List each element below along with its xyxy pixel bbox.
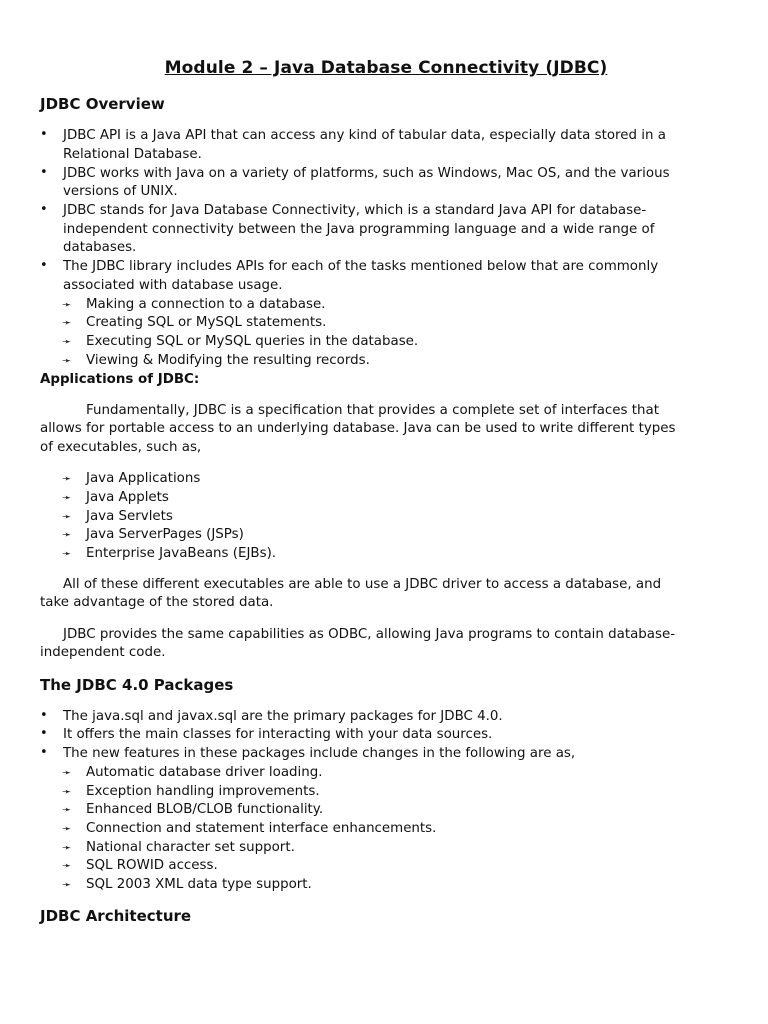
heading-jdbc-overview: JDBC Overview bbox=[40, 95, 165, 113]
applications-item-1: Java Applications bbox=[86, 471, 201, 486]
overview-bullet-4-line-1: The JDBC library includes APIs for each of the tasks mentioned below that are commonly bbox=[63, 259, 659, 274]
applications-item-5: Enterprise JavaBeans (EJBs). bbox=[86, 546, 277, 561]
arrow-bullet-icon: ➛ bbox=[62, 528, 72, 541]
applications-item-3: Java Servlets bbox=[86, 509, 173, 524]
bullet-dot: • bbox=[40, 708, 48, 723]
overview-bullet-1-line-1: JDBC API is a Java API that can access any kind of tabular data, especially data stored in a bbox=[63, 128, 666, 143]
applications-para2-line-2: take advantage of the stored data. bbox=[40, 595, 274, 610]
arrow-bullet-icon: ➛ bbox=[62, 547, 72, 560]
overview-sub-bullet-2: Creating SQL or MySQL statements. bbox=[86, 315, 327, 330]
applications-para3-line-1: JDBC provides the same capabilities as ODBC, allowing Java programs to contain database- bbox=[63, 627, 676, 642]
overview-bullet-3-line-3: databases. bbox=[63, 240, 137, 255]
overview-sub-bullet-1: Making a connection to a database. bbox=[86, 297, 326, 312]
arrow-bullet-icon: ➛ bbox=[62, 491, 72, 504]
bullet-dot: • bbox=[40, 165, 48, 180]
packages-sub-bullet-4: Connection and statement interface enhancements. bbox=[86, 821, 437, 836]
overview-bullet-3-line-1: JDBC stands for Java Database Connectivity, which is a standard Java API for database- bbox=[63, 203, 647, 218]
arrow-bullet-icon: ➛ bbox=[62, 841, 72, 854]
applications-para3-line-2: independent code. bbox=[40, 645, 166, 660]
arrow-bullet-icon: ➛ bbox=[62, 766, 72, 779]
overview-sub-bullet-4: Viewing & Modifying the resulting records. bbox=[86, 353, 370, 368]
arrow-bullet-icon: ➛ bbox=[62, 822, 72, 835]
heading-jdbc-architecture: JDBC Architecture bbox=[40, 907, 192, 925]
overview-sub-bullet-3: Executing SQL or MySQL queries in the database. bbox=[86, 334, 419, 349]
overview-bullet-2-line-1: JDBC works with Java on a variety of platforms, such as Windows, Mac OS, and the various bbox=[63, 166, 670, 181]
bullet-dot: • bbox=[40, 726, 48, 741]
arrow-bullet-icon: ➛ bbox=[62, 316, 72, 329]
overview-bullet-1-line-2: Relational Database. bbox=[63, 147, 202, 162]
document-title: Module 2 – Java Database Connectivity (JDBC) bbox=[164, 58, 608, 78]
applications-item-4: Java ServerPages (JSPs) bbox=[86, 527, 244, 542]
arrow-bullet-icon: ➛ bbox=[62, 298, 72, 311]
applications-item-2: Java Applets bbox=[86, 490, 169, 505]
packages-bullet-1: The java.sql and javax.sql are the primary packages for JDBC 4.0. bbox=[63, 709, 503, 724]
bullet-dot: • bbox=[40, 202, 48, 217]
bullet-dot: • bbox=[40, 258, 48, 273]
applications-para2-line-1: All of these different executables are able to use a JDBC driver to access a database, and bbox=[63, 577, 662, 592]
packages-sub-bullet-5: National character set support. bbox=[86, 840, 295, 855]
packages-sub-bullet-3: Enhanced BLOB/CLOB functionality. bbox=[86, 802, 324, 817]
packages-sub-bullet-1: Automatic database driver loading. bbox=[86, 765, 323, 780]
applications-para-line-3: of executables, such as, bbox=[40, 440, 202, 455]
bullet-dot: • bbox=[40, 127, 48, 142]
arrow-bullet-icon: ➛ bbox=[62, 510, 72, 523]
applications-para-line-2: allows for portable access to an underlying database. Java can be used to write different types bbox=[40, 421, 676, 436]
applications-para-line-1: Fundamentally, JDBC is a specification that provides a complete set of interfaces that bbox=[86, 403, 659, 418]
overview-bullet-2-line-2: versions of UNIX. bbox=[63, 184, 178, 199]
packages-bullet-3: The new features in these packages include changes in the following are as, bbox=[63, 746, 576, 761]
packages-sub-bullet-6: SQL ROWID access. bbox=[86, 858, 218, 873]
bullet-dot: • bbox=[40, 745, 48, 760]
arrow-bullet-icon: ➛ bbox=[62, 354, 72, 367]
arrow-bullet-icon: ➛ bbox=[62, 335, 72, 348]
arrow-bullet-icon: ➛ bbox=[62, 472, 72, 485]
heading-applications-of-jdbc: Applications of JDBC: bbox=[40, 372, 200, 387]
heading-jdbc-4-packages: The JDBC 4.0 Packages bbox=[40, 676, 234, 694]
arrow-bullet-icon: ➛ bbox=[62, 859, 72, 872]
overview-bullet-4-line-2: associated with database usage. bbox=[63, 278, 283, 293]
overview-bullet-3-line-2: independent connectivity between the Java programming language and a wide range of bbox=[63, 222, 655, 237]
packages-sub-bullet-7: SQL 2003 XML data type support. bbox=[86, 877, 312, 892]
packages-bullet-2: It offers the main classes for interacting with your data sources. bbox=[63, 727, 493, 742]
arrow-bullet-icon: ➛ bbox=[62, 878, 72, 891]
packages-sub-bullet-2: Exception handling improvements. bbox=[86, 784, 320, 799]
arrow-bullet-icon: ➛ bbox=[62, 785, 72, 798]
arrow-bullet-icon: ➛ bbox=[62, 803, 72, 816]
